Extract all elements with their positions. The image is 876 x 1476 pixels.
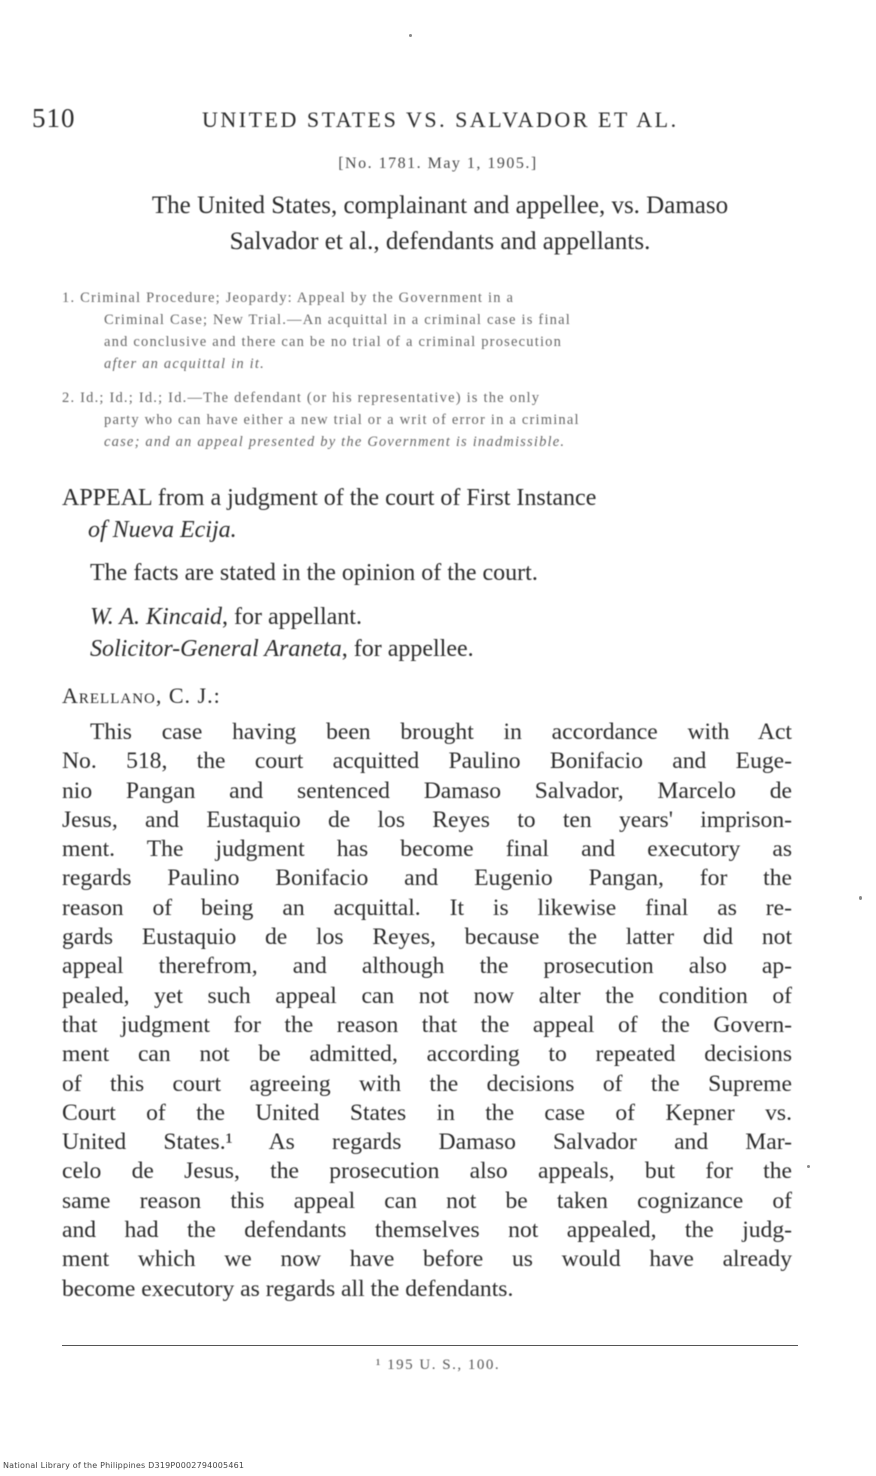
opinion-line: reason of being an acquittal. It is likewise final as re- [62,894,792,921]
opinion-line: of this court agreeing with the decisions of the Supreme [62,1070,792,1097]
facts-statement: The facts are stated in the opinion of the court. [90,560,538,586]
opinion-line: gards Eustaquio de los Reyes, because the latter did not [62,924,792,951]
syllabus-line: and conclusive and there can be no trial of a criminal prosecution [104,334,563,350]
running-title: UNITED STATES VS. SALVADOR ET AL. [202,107,679,132]
case-caption-line-2: Salvador et al., defendants and appellants. [229,228,651,255]
footnote-divider [62,1345,798,1346]
page-header [32,103,712,143]
docket-line: [No. 1781. May 1, 1905.] [338,155,538,172]
judge-heading: Arellano, C. J.: [62,683,221,708]
opinion-line: appeal therefrom, and although the prosecution also ap- [62,953,792,980]
opinion-body [62,718,792,1304]
opinion-line: Jesus, and Eustaquio de los Reyes to ten years' imprison- [62,806,792,833]
scan-speck [807,1165,810,1168]
opinion-line: This case having been brought in accordance with Act [90,719,792,745]
opinion-line: United States.¹ As regards Damaso Salvador and Mar- [62,1129,792,1156]
opinion-line: and had the defendants themselves not appealed, the judg- [62,1217,792,1244]
appeal-statement [62,482,802,546]
opinion-line: that judgment for the reason that the appeal of the Govern- [62,1011,792,1038]
syllabus-line: after an acquittal in it. [104,356,265,372]
syllabus-line: Criminal Case; New Trial.—An acquittal in a criminal case is final [104,312,571,328]
scan-speck [409,34,412,37]
syllabus-item-1 [62,287,797,375]
opinion-line: same reason this appeal can not be taken cognizance of [62,1187,792,1214]
scan-attribution: National Library of the Philippines D319P0002794005461 [3,1461,245,1470]
counsel-role: , for appellant. [222,604,362,630]
syllabus-line: party who can have either a new trial or a writ of error in a criminal [104,412,580,428]
footnote: ¹ 195 U. S., 100. [375,1357,501,1373]
opinion-line: No. 518, the court acquitted Paulino Bonifacio and Euge- [62,748,792,775]
opinion-line: pealed, yet such appeal can not now alter the condition of [62,982,792,1009]
opinion-line: ment which we now have before us would have already [62,1246,792,1273]
opinion-line: celo de Jesus, the prosecution also appeals, but for the [62,1158,792,1185]
counsel-name: Solicitor-General Araneta [90,636,342,662]
case-caption-line-1: The United States, complainant and appellee, vs. Damaso [151,192,729,219]
counsel-appellant [90,604,362,631]
syllabus-line: 2. Id.; Id.; Id.; Id.—The defendant (or his representative) is the only [62,390,541,406]
counsel-role: , for appellee. [341,636,474,662]
opinion-line: ment can not be admitted, according to repeated decisions [62,1041,792,1068]
counsel-name: W. A. Kincaid [90,604,223,630]
syllabus-line: case; and an appeal presented by the Government is inadmissible. [104,434,566,450]
opinion-line: Court of the United States in the case of Kepner vs. [62,1099,792,1126]
syllabus-item-2 [62,387,797,453]
opinion-line: nio Pangan and sentenced Damaso Salvador, Marcelo de [62,777,792,804]
opinion-line: become executory as regards all the defendants. [62,1275,514,1302]
opinion-line: ment. The judgment has become final and executory as [62,836,792,863]
scan-speck [859,896,862,900]
page-number: 510 [32,103,76,133]
counsel-appellee [90,636,474,663]
appeal-line-2: of Nueva Ecija. [88,517,237,543]
appeal-line-1: APPEAL from a judgment of the court of First Instance [62,485,597,511]
syllabus-line: 1. Criminal Procedure; Jeopardy: Appeal by the Government in a [62,290,515,306]
opinion-line: regards Paulino Bonifacio and Eugenio Pangan, for the [62,865,792,892]
